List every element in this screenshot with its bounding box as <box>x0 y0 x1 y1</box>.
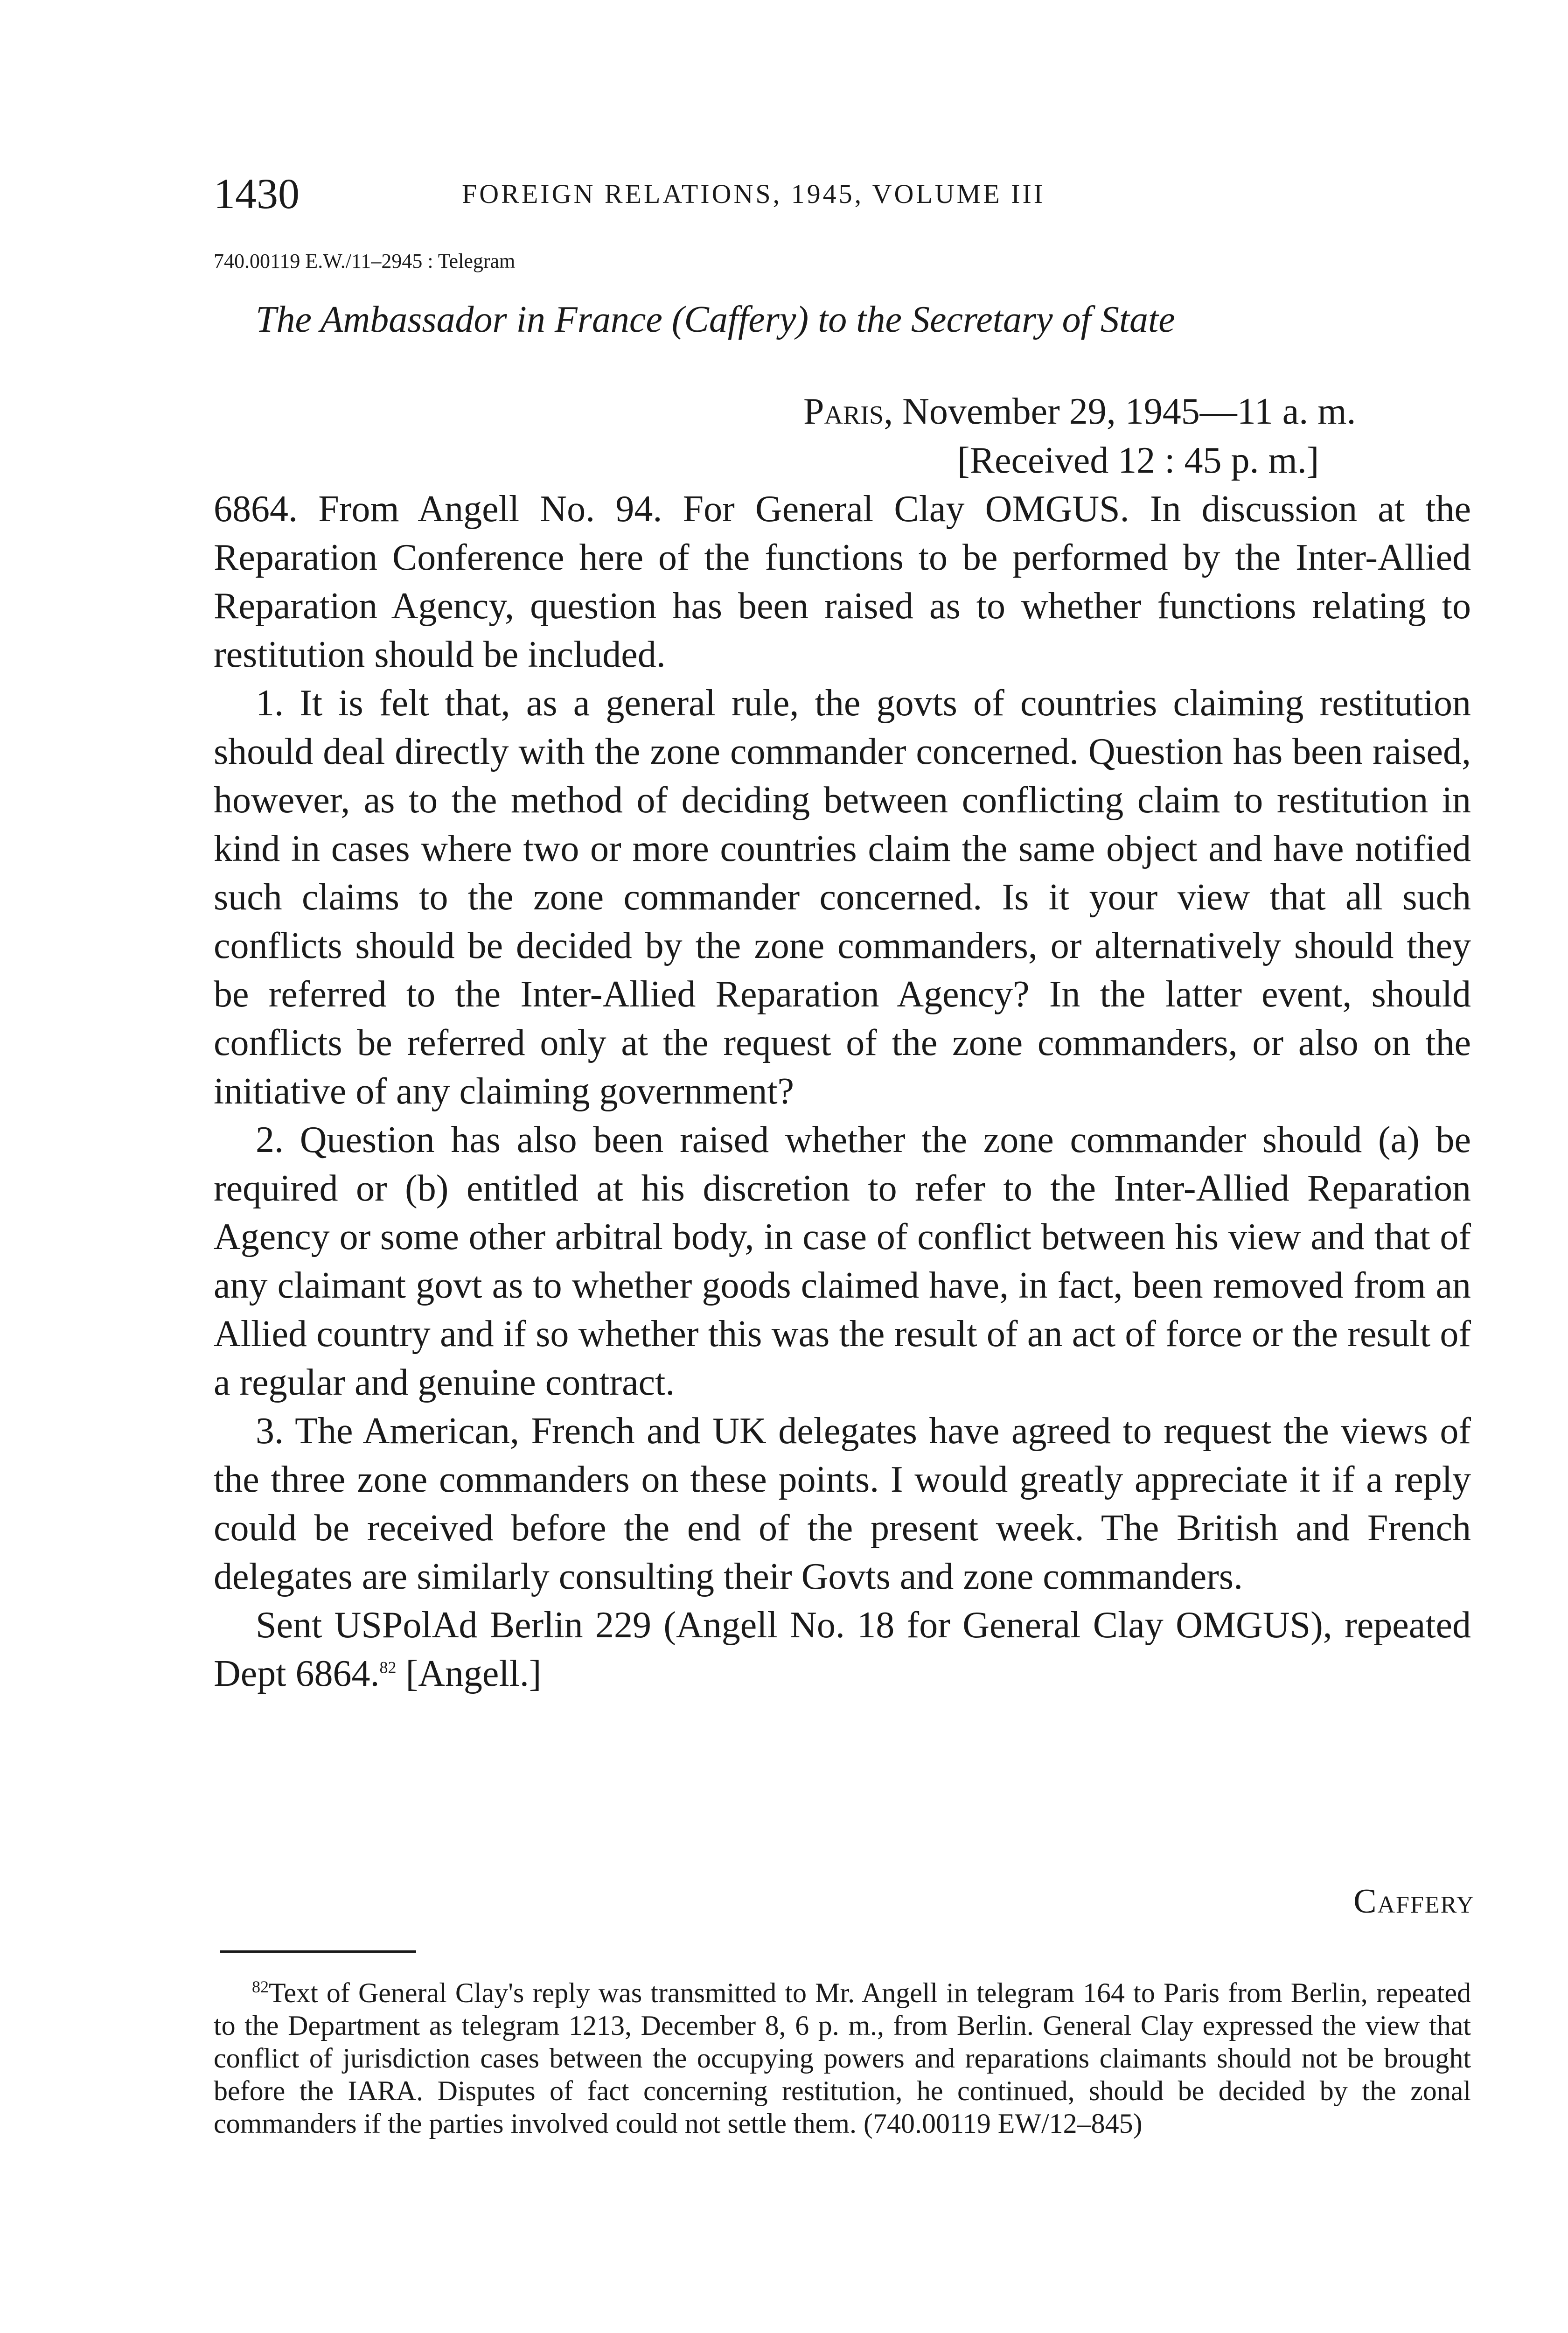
file-number: 740.00119 E.W./11–2945 : Telegram <box>214 250 516 272</box>
dateline-date: , November 29, 1945—11 a. m. <box>884 391 1356 432</box>
page-number: 1430 <box>214 170 300 217</box>
page-header <box>214 168 1473 219</box>
dateline <box>803 387 1356 436</box>
footnote-marker: 82 <box>252 1977 269 1996</box>
dateline-place: Paris <box>803 391 884 432</box>
sent-line <box>214 1601 1471 1698</box>
document-title: The Ambassador in France (Caffery) to the Secretary of State <box>256 299 1175 340</box>
telegram-body <box>214 485 1471 1698</box>
paragraph-2: 2. Question has also been raised whether the zone commander should (a) be required or (b) entitled at his discretion to refer to the Inter-Allied Reparation Agency or some other arbitral body, in case of conflict between his view and that of any claimant govt as to whether goods claimed have, in fact, been removed from an Allied country and if so whether this was the result of an act of force or the result of a regular and genuine contract. <box>214 1119 1471 1403</box>
paragraph-intro: 6864. From Angell No. 94. For General Clay OMGUS. In discussion at the Reparation Conference here of the functions to be performed by the Inter-Allied Reparation Agency, question has been raised as to whether functions relating to restitution should be included. <box>214 489 1471 675</box>
sent-line-text: Sent USPolAd Berlin 229 (Angell No. 18 for General Clay OMGUS), repeated Dept 6864. <box>214 1605 1471 1694</box>
footnote-text: Text of General Clay's reply was transmitted to Mr. Angell in telegram 164 to Paris from Berlin, repeated to the Department as telegram 1213, December 8, 6 p. m., from Berlin. General Clay expressed the view that conflict of jurisdiction cases between the occupying powers and reparations claimants should not be brought before the IARA. Disputes of fact concerning restitution, he continued, should be decided by the zonal commanders if the parties involved could not settle them. (740.00119 EW/12–845) <box>214 1977 1471 2139</box>
received-time: [Received 12 : 45 p. m.] <box>957 440 1319 481</box>
footnote-82 <box>214 1977 1471 2140</box>
running-head: FOREIGN RELATIONS, 1945, VOLUME III <box>462 179 1045 209</box>
footnote-reference: 82 <box>379 1658 397 1677</box>
signature: Caffery <box>1353 1882 1475 1921</box>
paragraph-1: 1. It is felt that, as a general rule, the govts of countries claiming restitution should deal directly with the zone commander concerned. Question has been raised, however, as to the method of deciding between conflicting claim to restitution in kind in cases where two or more countries claim the same object and have notified such claims to the zone commander concerned. Is it your view that all such conflicts should be decided by the zone commanders, or alternatively should they be referred to the Inter-Allied Reparation Agency? In the latter event, should conflicts be referred only at the request of the zone commanders, or also on the initiative of any claiming government? <box>214 683 1471 1112</box>
paragraph-3: 3. The American, French and UK delegates have agreed to request the views of the three zone commanders on these points. I would greatly appreciate it if a reply could be received before the end of the present week. The British and French delegates are similarly consulting their Govts and zone commanders. <box>214 1411 1471 1597</box>
sent-line-end: [Angell.] <box>396 1653 542 1694</box>
footnote-divider <box>220 1950 416 1953</box>
